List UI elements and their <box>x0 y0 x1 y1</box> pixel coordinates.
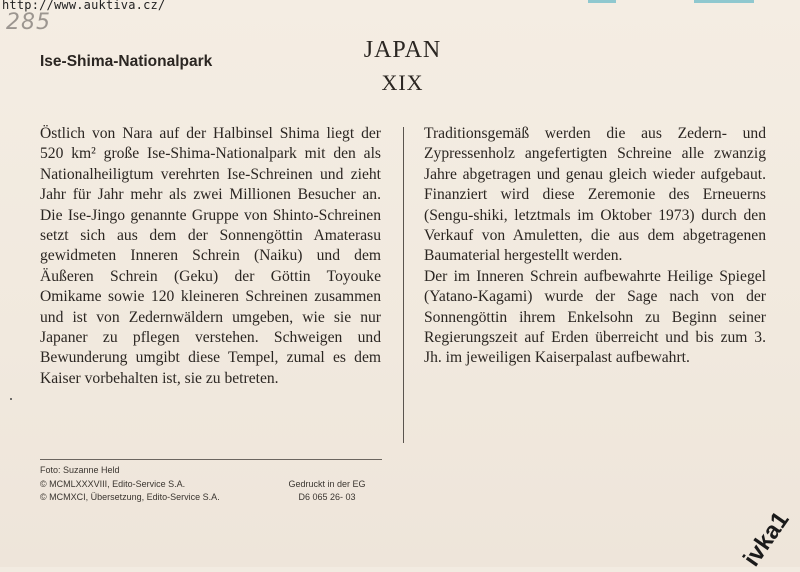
printed-note: Gedruckt in der EG <box>288 478 366 489</box>
pencil-note: 285 <box>6 10 51 35</box>
copyright-line: © MCMXCI, Übersetzung, Edito-Service S.A. <box>40 492 220 502</box>
edge-tab <box>588 0 616 3</box>
credits-block <box>40 464 382 505</box>
edge-tab <box>694 0 754 3</box>
series-numeral: XIX <box>381 70 424 95</box>
watermark-url: http://www.auktiva.cz/ <box>2 0 166 12</box>
text-column-right <box>424 124 766 369</box>
text-column-left <box>40 124 381 389</box>
paragraph: Traditionsgemäß werden die aus Zedern- und Zypressenholz angefertigten Schreine alle zwanzig Jahre abgetragen und genau gleich wieder aufgebaut. Finanziert wird diese Zeremonie des Erneuerns (Sengu-shiki, letztmals im Oktober 1973) durch den Verkauf von Amuletten, die aus dem abgetragenen Baumaterial hergestellt werden. <box>424 125 766 265</box>
print-code: D6 065 26- 03 <box>298 492 356 502</box>
ink-speck <box>10 398 12 400</box>
column-divider <box>403 127 404 443</box>
paragraph: Der im Inneren Schrein aufbewahrte Heilige Spiegel (Yatano-Kagami) wurde der Sage nach von der Sonnengöttin ihrem Enkelsohn zu Beginn seiner Regierungszeit auf Erden überreicht und bis zum 3. Jh. im jeweiligen Kaiserpalast aufbewahrt. <box>424 267 766 367</box>
paragraph: Östlich von Nara auf der Halbinsel Shima liegt der 520 km² große Ise-Shima-Nationalpark mit den als Nationalheiligtum verehrten Ise-Schreinen und zieht Jahr für Jahr mehr als zwei Millionen Besucher an. Die Ise-Jingo genannte Gruppe von Shinto-Schreinen setzt sich aus dem der Sonnengöttin Amaterasu gewidmeten Inneren Schrein (Naiku) und dem Äußeren Schrein (Geku) der Göttin Toyouke Omikame sowie 120 kleineren Schreinen zusammen und ist von Zedernwäldern umgeben, wie sie nur Japaner zu pflegen verstehen. Schweigen und Bewunderung umgibt diese Tempel, zumal es dem Kaiser vorbehalten ist, sie zu betreten. <box>40 125 381 387</box>
copyright-line: © MCMLXXXVIII, Edito-Service S.A. <box>40 478 186 489</box>
park-title: Ise-Shima-Nationalpark <box>40 53 213 70</box>
credits-rule <box>40 459 382 460</box>
country-heading: JAPAN <box>363 37 442 63</box>
photo-credit: Foto: Suzanne Held <box>40 465 120 475</box>
seller-stamp: ivka1 <box>738 506 795 572</box>
